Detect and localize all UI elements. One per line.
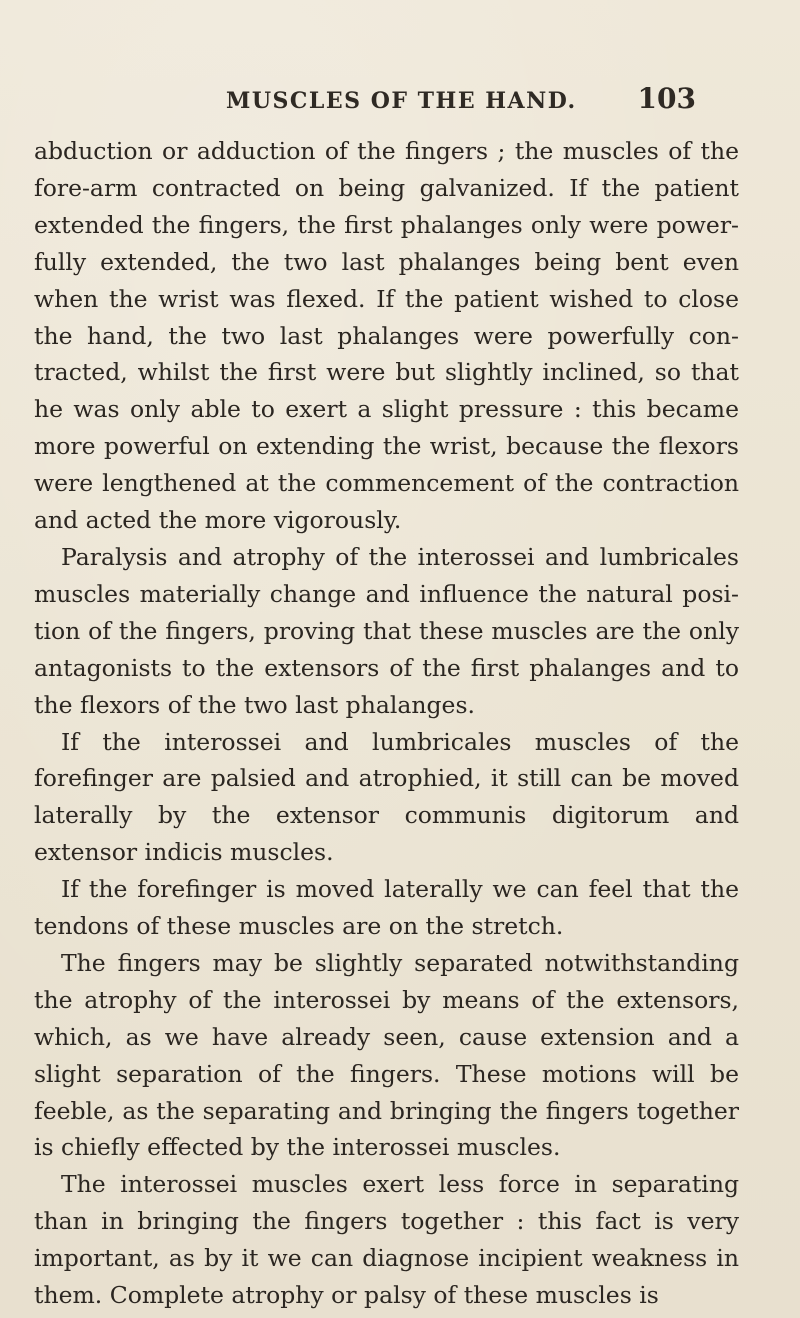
running-title: MUSCLES OF THE HAND. <box>226 88 577 114</box>
paragraph: If the forefinger is moved laterally we can feel that the tendons of these muscles are on the stretch. <box>34 875 739 941</box>
running-head <box>196 82 696 122</box>
body-text <box>34 133 739 1314</box>
paragraph: The fingers may be slightly separated notwithstanding the atrophy of the interossei by means of the extensors, which, as we have already seen, cause extension and a slight separation of the fingers. These motions will be feeble, as the separating and bringing the fingers together is chiefly effected by the interossei muscles. <box>34 948 739 1162</box>
paragraph: The interossei muscles exert less force in separating than in bringing the fingers together : this fact is very important, as by it we can diagnose incipient weakness in them. Complete atrophy or palsy of these muscles is <box>34 1170 739 1310</box>
paragraph: abduction or adduction of the fingers ; the muscles of the fore-arm contracted on being galvanized. If the patient extended the fingers, the first phalanges only were power-fully extended, the two last phalanges being bent even when the wrist was flexed. If the patient wished to close the hand, the two last phalanges were powerfully con-tracted, whilst the first were but slightly inclined, so that he was only able to exert a slight pressure : this became more powerful on extending the wrist, because the flexors were lengthened at the commencement of the contraction and acted the more vigorously. <box>34 137 739 535</box>
paragraph: Paralysis and atrophy of the interossei and lumbricales muscles materially change and influence the natural posi-tion of the fingers, proving that these muscles are the only antagonists to the extensors of the first phalanges and to the flexors of the two last phalanges. <box>34 542 739 719</box>
page-number: 103 <box>637 82 696 115</box>
paragraph: If the interossei and lumbricales muscles of the forefinger are palsied and atrophied, it still can be moved laterally by the extensor communis digitorum and extensor indicis muscles. <box>34 727 739 867</box>
